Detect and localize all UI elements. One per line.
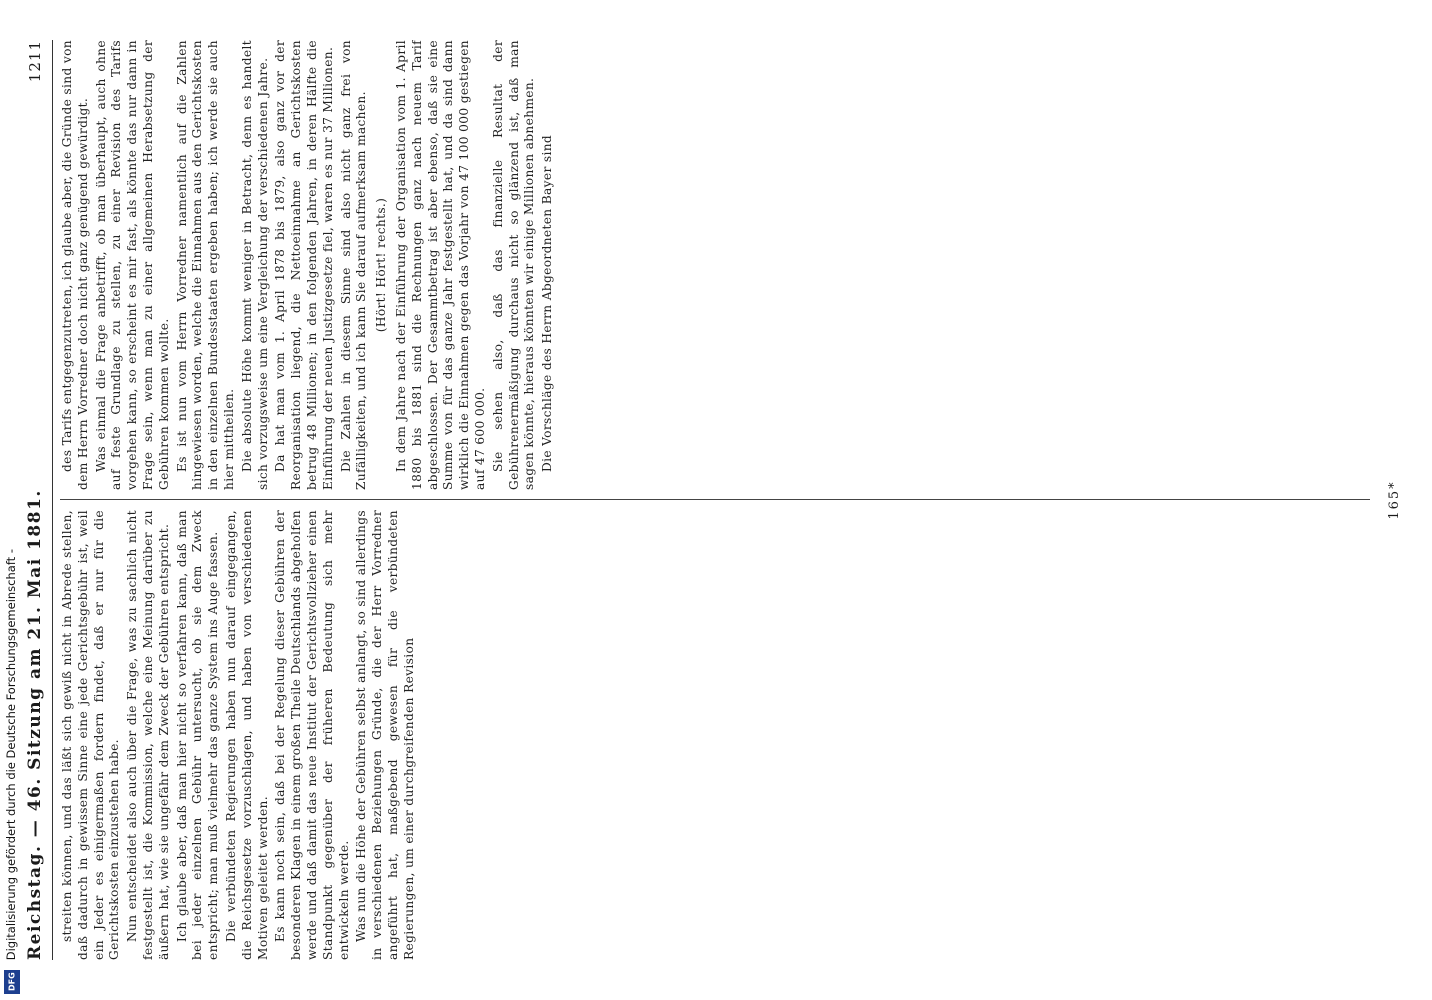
paragraph: Es ist nun vom Herrn Vorredner namentlich auf die Zahlen hingewiesen worden, welche die Einnahmen aus den Gerichtskosten in den einzelnen Bundesstaaten ergeben haben; ich werde sie auch hier mittheilen. xyxy=(174,40,236,490)
paragraph: Die Vorschläge des Herrn Abgeordneten Bayer sind xyxy=(540,134,555,472)
paragraph: des Tarifs entgegenzutreten, ich glaube aber, die Gründe sind von dem Herrn Vorredner doch nicht ganz genügend gewürdigt. xyxy=(60,40,90,490)
paragraph: Die Zahlen in diesem Sinne sind also nicht ganz frei von Zufälligkeiten, und ich kann Sie darauf aufmerksam machen. xyxy=(338,40,369,490)
paragraph: streiten können, und das läßt sich gewiß nicht in Abrede stellen, daß dadurch in gewissem Sinne eine jede Gerichtsgebühr ist, weil ein Jeder es einigermaßen fordern findet, daß er nur für die Gerichtskosten einzustehen habe. xyxy=(60,510,122,960)
page-number: 1211 xyxy=(26,40,44,83)
interjection: (Hört! Hört! rechts.) xyxy=(374,197,389,333)
paragraph: Es kann noch sein, daß bei der Regelung dieser Gebühren der besonderen Klagen in einem großen Theile Deutschlands abgeholfen werde und daß damit das neue Institut der Gerichtsvollzieher einen Standpunkt gegenüber der früheren Bedeutung sich mehr entwickeln werde. xyxy=(273,510,351,960)
paragraph: Da hat man vom 1. April 1878 bis 1879, also ganz vor der Reorganisation liegend, die Nettoeinnahme an Gerichtskosten betrug 48 Millionen; in den folgenden Jahren, in deren Hälfte die Einführung der neuen Justizgesetze fiel, waren es nur 37 Millionen. xyxy=(273,40,335,490)
header-rule xyxy=(52,40,53,960)
paragraph: Die absolute Höhe kommt weniger in Betracht, denn es handelt sich vorzugsweise um eine Vergleichung der verschiedenen Jahre. xyxy=(239,40,270,490)
column-divider xyxy=(60,499,1370,500)
dfg-logo-icon: DFG xyxy=(4,970,20,994)
right-column xyxy=(60,40,1370,490)
running-title: Reichstag. — 46. Sitzung am 21. Mai 1881. xyxy=(25,489,45,960)
paragraph: Nun entscheidet also auch über die Frage, was zu sachlich nicht festgestellt ist, die Kommission, welche eine Meinung darüber zu äußern hat, wie sie ungefähr dem Zweck der Gebühren entspricht. xyxy=(125,510,171,960)
left-column xyxy=(60,510,1370,960)
paragraph: Was nun die Höhe der Gebühren selbst anlangt, so sind allerdings in verschiedenen Beziehungen Gründe, die der Herr Vorredner angeführt hat, maßgebend gewesen für die verbündeten Regierungen, um einer durchgreifenden Revision xyxy=(354,510,416,960)
paragraph: Ich glaube aber, daß man hier nicht so verfahren kann, daß man bei jeder einzelnen Gebühr untersucht, ob sie dem Zweck entspricht; man muß vielmehr das ganze System ins Auge fassen. xyxy=(174,510,221,960)
paragraph: In dem Jahre nach der Einführung der Organisation vom 1. April 1880 bis 1881 sind die Rechnungen ganz nach neuem Tarif abgeschlossen. Der Gesammtbetrag ist aber ebenso, daß sie eine Summe von für das ganze Jahr festgestellt hat, und da sind dann wirklich die Einnahmen gegen das Vorjahr von 47 100 000 gestiegen auf 47 600 000. xyxy=(393,40,487,490)
paragraph: Die verbündeten Regierungen haben nun darauf eingegangen, die Reichsgesetze vorzuschlagen, und haben von verschiedenen Motiven geleitet werden. xyxy=(223,510,270,960)
paragraph: Was einmal die Frage anbetrifft, ob man überhaupt, auch ohne auf feste Grundlage zu stellen, zu einer Revision des Tarifs vorgehen kann, so erscheint es mir fast, als könnte das nur dann in Frage sein, wenn man zu einer allgemeinen Herabsetzung der Gebühren kommen wollte. xyxy=(93,40,171,490)
signature-mark: 165* xyxy=(1387,480,1402,520)
digitization-watermark xyxy=(0,0,26,1000)
watermark-text: Digitalisierung gefördert durch die Deutsche Forschungsgemeinschaft - xyxy=(4,548,18,960)
paragraph: Sie sehen also, daß das finanzielle Resultat der Gebührenermäßigung durchaus nicht so glänzend ist, daß man sagen könnte, hieraus könnten wir einige Millionen abnehmen. xyxy=(490,40,537,490)
